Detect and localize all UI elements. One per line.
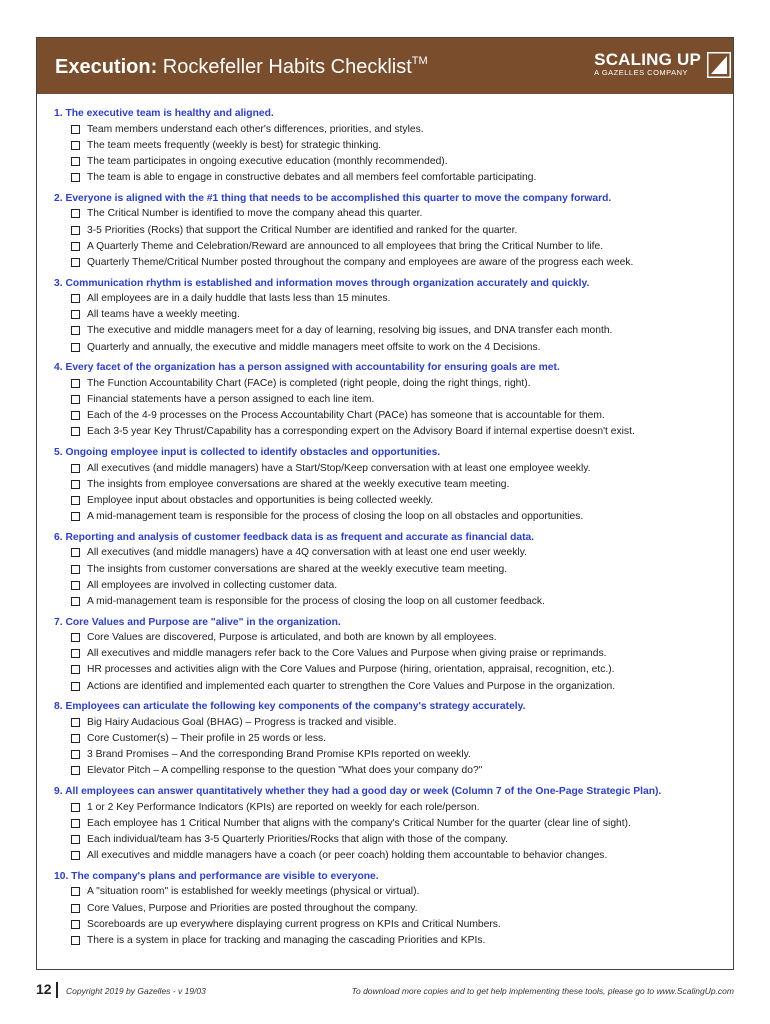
checklist-item — [54, 916, 724, 932]
copyright-text: Copyright 2019 by Gazelles - v 19/03 — [66, 986, 206, 996]
logo-main-text: SCALING UP — [594, 50, 701, 69]
checkbox[interactable] — [71, 682, 80, 691]
checklist-item-text: The insights from employee conversations are shared at the weekly executive team meeting. — [87, 478, 510, 490]
checkbox[interactable] — [71, 920, 80, 929]
logo-mark-icon — [707, 52, 731, 78]
checkbox[interactable] — [71, 395, 80, 404]
checklist-item — [54, 222, 724, 238]
section-heading: 8. Employees can articulate the following key components of the company's strategy accurately. — [54, 701, 526, 713]
checklist-item — [54, 424, 724, 440]
section-heading: 3. Communication rhythm is established and information moves through organization accurately and quickly. — [54, 277, 590, 289]
checklist-item — [54, 408, 724, 424]
checklist-section — [54, 616, 724, 695]
checklist-section — [54, 277, 724, 356]
trademark: TM — [411, 55, 428, 67]
checkbox[interactable] — [71, 294, 80, 303]
title-text: Rockefeller Habits Checklist — [157, 56, 412, 78]
checklist-item — [54, 561, 724, 577]
checklist-item — [54, 799, 724, 815]
footer-divider — [56, 982, 58, 998]
checkbox[interactable] — [71, 496, 80, 505]
checklist-item — [54, 662, 724, 678]
checkbox[interactable] — [71, 936, 80, 945]
section-heading: 1. The executive team is healthy and aligned. — [54, 108, 274, 119]
checkbox[interactable] — [71, 633, 80, 642]
checkbox[interactable] — [71, 226, 80, 235]
checklist-item-text: Scoreboards are up everywhere displaying current progress on KPIs and Critical Numbers. — [87, 918, 501, 930]
checklist-item — [54, 339, 724, 355]
checkbox[interactable] — [71, 141, 80, 150]
section-heading: 4. Every facet of the organization has a person assigned with accountability for ensuring goals are met. — [54, 362, 560, 374]
page-number: 12 — [36, 981, 52, 997]
section-heading: 5. Ongoing employee input is collected to identify obstacles and opportunities. — [54, 447, 441, 458]
checklist-item-text: The team meets frequently (weekly is best) for strategic thinking. — [87, 139, 382, 151]
checkbox[interactable] — [71, 512, 80, 521]
section-heading: 10. The company's plans and performance are visible to everyone. — [54, 870, 379, 882]
checklist-section — [54, 361, 724, 440]
checklist-section — [54, 531, 724, 610]
checklist-item-text: Team members understand each other's differences, priorities, and styles. — [87, 123, 424, 135]
checklist-item — [54, 206, 724, 222]
checklist-item-text: Core Values, Purpose and Priorities are posted throughout the company. — [87, 902, 418, 914]
checklist-item-text: A mid-management team is responsible for the process of closing the loop on all obstacles and opportunities. — [87, 511, 584, 523]
checklist-item-text: The executive and middle managers meet for a day of learning, resolving big issues, and DNA transfer each month. — [87, 325, 613, 337]
checkbox[interactable] — [71, 851, 80, 860]
checklist-section — [54, 192, 724, 271]
checkbox[interactable] — [71, 480, 80, 489]
checklist-item — [54, 254, 724, 270]
checklist-item-text: Quarterly Theme/Critical Number posted throughout the company and employees are aware of the progress each week. — [87, 256, 634, 268]
checklist-item — [54, 391, 724, 407]
checklist-section — [54, 700, 724, 779]
checkbox[interactable] — [71, 718, 80, 727]
checklist-item — [54, 153, 724, 169]
checklist-item-text: A mid-management team is responsible for the process of closing the loop on all customer feedback. — [87, 595, 545, 607]
checklist-item-text: Financial statements have a person assigned to each line item. — [87, 394, 375, 406]
checklist — [54, 107, 724, 955]
checklist-item — [54, 577, 724, 593]
checklist-item — [54, 714, 724, 730]
checkbox[interactable] — [71, 766, 80, 775]
checklist-item — [54, 678, 724, 694]
title-bold: Execution: — [55, 56, 158, 78]
scaling-up-logo — [594, 52, 715, 78]
checklist-item-text: Elevator Pitch – A compelling response to the question "What does your company do?" — [87, 765, 483, 777]
checklist-section — [54, 446, 724, 525]
checklist-item — [54, 170, 724, 186]
checklist-item-text: Core Values are discovered, Purpose is articulated, and both are known by all employees. — [87, 632, 497, 644]
checkbox[interactable] — [71, 379, 80, 388]
checkbox[interactable] — [71, 326, 80, 335]
section-heading: 2. Everyone is aligned with the #1 thing that needs to be accomplished this quarter to move the company forward. — [54, 192, 612, 204]
checklist-item-text: The Function Accountability Chart (FACe) is completed (right people, doing the right things, right). — [87, 377, 531, 389]
section-heading: 9. All employees can answer quantitatively whether they had a good day or week (Column 7 of the One-Page Strategic Plan). — [54, 786, 662, 797]
checklist-item-text: HR processes and activities align with the Core Values and Purpose (hiring, orientation, appraisal, recognition, etc.). — [87, 664, 615, 676]
checklist-item — [54, 460, 724, 476]
checklist-item — [54, 815, 724, 831]
checklist-item-text: 1 or 2 Key Performance Indicators (KPIs) are reported on weekly for each role/person. — [87, 801, 480, 813]
checklist-item-text: The team is able to engage in constructive debates and all members feel comfortable participating. — [87, 172, 537, 184]
checklist-item — [54, 646, 724, 662]
logo-sub-text: A GAZELLES COMPANY — [594, 68, 689, 77]
checklist-item-text: All executives and middle managers have a coach (or peer coach) holding them accountable to behavior changes. — [87, 850, 608, 862]
checklist-item — [54, 831, 724, 847]
checklist-item — [54, 763, 724, 779]
checkbox[interactable] — [71, 649, 80, 658]
checklist-item — [54, 730, 724, 746]
checkbox[interactable] — [71, 887, 80, 896]
checkbox[interactable] — [71, 665, 80, 674]
checklist-item — [54, 476, 724, 492]
checklist-item — [54, 848, 724, 864]
checklist-item-text: All executives (and middle managers) have a Start/Stop/Keep conversation with at least one employee weekly. — [87, 462, 591, 474]
checklist-section — [54, 785, 724, 864]
checklist-item-text: The insights from customer conversations are shared at the weekly executive team meeting. — [87, 563, 508, 575]
checkbox[interactable] — [71, 173, 80, 182]
checkbox[interactable] — [71, 581, 80, 590]
checkbox[interactable] — [71, 904, 80, 913]
checklist-item — [54, 545, 724, 561]
checklist-item — [54, 593, 724, 609]
checklist-section — [54, 870, 724, 949]
checklist-item-text: All employees are involved in collecting customer data. — [87, 579, 338, 591]
checklist-item-text: 3-5 Priorities (Rocks) that support the Critical Number are identified and ranked for the quarter. — [87, 224, 518, 236]
checkbox[interactable] — [71, 343, 80, 352]
section-heading: 7. Core Values and Purpose are "alive" in the organization. — [54, 616, 341, 628]
checkbox[interactable] — [71, 803, 80, 812]
checkbox[interactable] — [71, 548, 80, 557]
checkbox[interactable] — [71, 734, 80, 743]
download-note: To download more copies and to get help implementing these tools, please go to www.ScalingUp.com — [351, 986, 734, 996]
checklist-item-text: 3 Brand Promises – And the corresponding Brand Promise KPIs reported on weekly. — [87, 749, 471, 761]
checklist-item-text: Each individual/team has 3-5 Quarterly Priorities/Rocks that align with those of the company. — [87, 833, 509, 845]
checklist-item-text: Each of the 4-9 processes on the Process Accountability Chart (PACe) has someone that is accountable for them. — [87, 410, 605, 422]
checkbox[interactable] — [71, 258, 80, 267]
checkbox[interactable] — [71, 411, 80, 420]
checkbox[interactable] — [71, 565, 80, 574]
checklist-item — [54, 307, 724, 323]
checklist-section — [54, 107, 724, 186]
checklist-item — [54, 137, 724, 153]
checklist-item-text: The Critical Number is identified to move the company ahead this quarter. — [87, 208, 423, 220]
checkbox[interactable] — [71, 750, 80, 759]
checklist-item — [54, 747, 724, 763]
checklist-item-text: All teams have a weekly meeting. — [87, 309, 240, 321]
checklist-item — [54, 291, 724, 307]
checkbox[interactable] — [71, 819, 80, 828]
checklist-item-text: Actions are identified and implemented each quarter to strengthen the Core Values and Purpose in the organization. — [87, 680, 616, 692]
checklist-item-text: Employee input about obstacles and opportunities is being collected weekly. — [87, 494, 434, 506]
checkbox[interactable] — [71, 310, 80, 319]
header-banner — [37, 38, 733, 94]
checklist-item — [54, 630, 724, 646]
checklist-item-text: There is a system in place for tracking and managing the cascading Priorities and KPIs. — [87, 934, 486, 946]
checkbox[interactable] — [71, 464, 80, 473]
checkbox[interactable] — [71, 209, 80, 218]
checklist-item-text: Core Customer(s) – Their profile in 25 words or less. — [87, 733, 327, 745]
checklist-item — [54, 238, 724, 254]
checkbox[interactable] — [71, 597, 80, 606]
section-heading: 6. Reporting and analysis of customer feedback data is as frequent and accurate as financial data. — [54, 531, 535, 543]
checklist-item — [54, 375, 724, 391]
checklist-item-text: All employees are in a daily huddle that lasts less than 15 minutes. — [87, 293, 391, 305]
checklist-item-text: Each 3-5 year Key Thrust/Capability has a corresponding expert on the Advisory Board if internal expertise doesn't exist. — [87, 426, 635, 438]
checklist-item-text: Quarterly and annually, the executive and middle managers meet offsite to work on the 4 Decisions. — [87, 341, 541, 353]
checklist-item — [54, 900, 724, 916]
page-footer — [36, 980, 734, 1002]
checkbox[interactable] — [71, 125, 80, 134]
checklist-item-text: Each employee has 1 Critical Number that aligns with the company's Critical Number for the quarter (clear line of sight). — [87, 817, 631, 829]
checklist-item — [54, 884, 724, 900]
checklist-item-text: All executives and middle managers refer back to the Core Values and Purpose when giving praise or reprimands. — [87, 648, 607, 660]
checklist-item — [54, 509, 724, 525]
checkbox[interactable] — [71, 835, 80, 844]
checklist-item — [54, 492, 724, 508]
checkbox[interactable] — [71, 427, 80, 436]
checkbox[interactable] — [71, 242, 80, 251]
checklist-item-text: A "situation room" is established for weekly meetings (physical or virtual). — [87, 886, 420, 898]
checklist-item-text: The team participates in ongoing executive education (monthly recommended). — [87, 155, 448, 167]
checkbox[interactable] — [71, 157, 80, 166]
checklist-item-text: All executives (and middle managers) have a 4Q conversation with at least one end user weekly. — [87, 547, 527, 559]
checklist-item — [54, 323, 724, 339]
checklist-item — [54, 121, 724, 137]
checklist-item-text: Big Hairy Audacious Goal (BHAG) – Progress is tracked and visible. — [87, 716, 397, 728]
checklist-item-text: A Quarterly Theme and Celebration/Reward are announced to all employees that bring the Critical Number to life. — [87, 240, 604, 252]
checklist-item — [54, 932, 724, 948]
page-title — [55, 55, 428, 79]
